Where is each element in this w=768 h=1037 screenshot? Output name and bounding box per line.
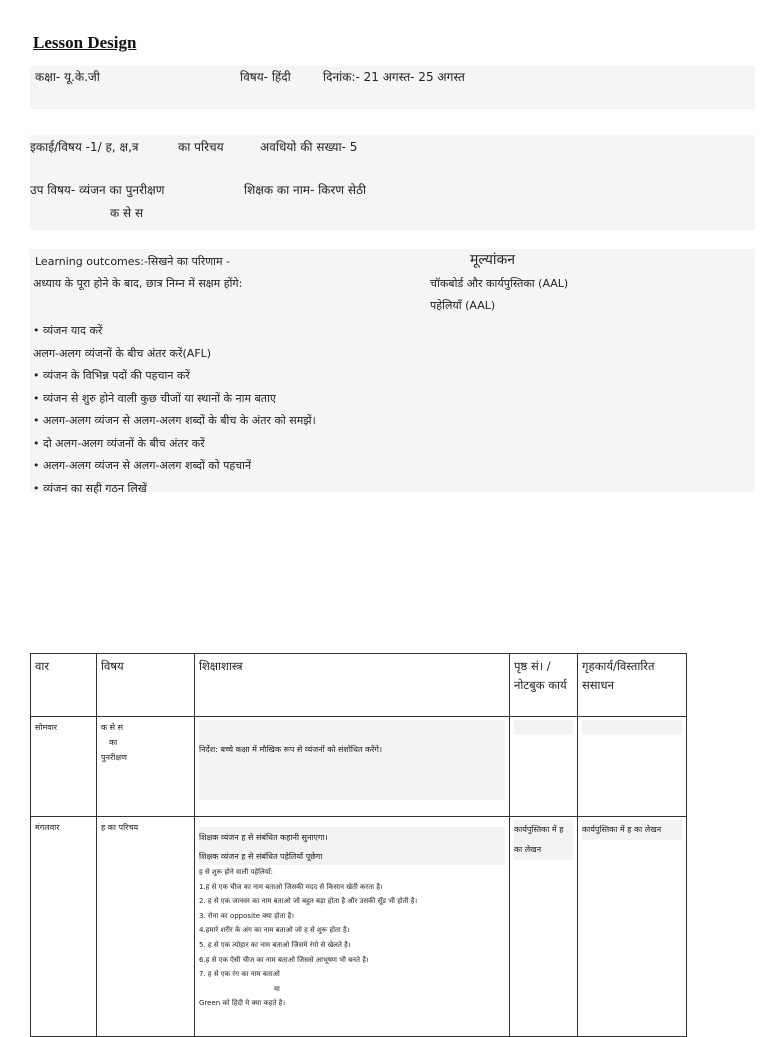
subject-text: का (109, 738, 118, 747)
list-item: • व्यंजन से शुरु होने वाली कुछ चीजों या स्थानों के नाम बताए (33, 391, 277, 405)
day-cell (31, 717, 97, 817)
subject-cell (97, 717, 195, 817)
table-row (31, 817, 687, 1037)
riddle-item: 4.हमारे शरीर के अंग का नाम बताओ जो ह से शुरू होता है। (199, 926, 350, 935)
header-homework: गृहकार्य/विस्तारित ससाधन (578, 654, 687, 717)
pedagogy-text: निर्देश: बच्चे कक्षा में मौखिक रूप से व्यंजनों को संशोधित करेंगे। (199, 745, 382, 754)
riddle-item: 6.ह से एक ऐसी चीज का नाम बताओ जिससे आभूषण भी बनते है। (199, 955, 369, 964)
riddle-item: 3. रोना का opposite क्या होता है। (199, 911, 295, 920)
subtopic-text: उप विषय- व्यंजन का पुनरीक्षण (30, 183, 165, 197)
day-text: सोमवार (35, 723, 58, 732)
list-item: • अलग-अलग व्यंजन से अलग-अलग शब्दों के बीच के अंतर को समझें। (33, 414, 316, 427)
pedagogy-cell (195, 817, 510, 1037)
header-day: वार (31, 654, 97, 717)
riddle-item: 1.ह से एक चीज का नाम बताओ जिसकी मदद से किसान खेती करता है। (199, 882, 383, 891)
periods-text: अवधियो की सख्या- 5 (260, 140, 358, 154)
subject-label: विषय- हिंदी (240, 70, 291, 84)
homework-block (582, 720, 682, 734)
page-block (514, 720, 573, 734)
table-row (31, 717, 687, 817)
pedagogy-text: शिक्षक व्यंजन ह से संबंधित कहानी सुनाएगा। (199, 827, 505, 849)
page-cell (510, 717, 578, 817)
assessment-item: पहेलियाँ (AAL) (430, 299, 496, 312)
riddle-item: 7. ह से एक रंग का नाम बताओ (199, 970, 280, 979)
assessment-item: चॉकबोर्ड और कार्यपुस्तिका (AAL) (430, 277, 569, 290)
unit-text: इकाई/विषय -1/ ह, क्ष,त्र (30, 140, 139, 154)
subject-cell (97, 817, 195, 1037)
pedagogy-block (199, 720, 505, 800)
outcomes-intro: अध्याय के पूरा होने के बाद, छात्र निम्न में सक्षम होंगे: (33, 277, 243, 290)
list-item: • व्यंजन के विभिन्न पदों की पहचान करें (33, 369, 190, 382)
riddles-heading: ह से शुरू होने वाली पहेलियाँ: (199, 868, 273, 876)
header-subject: विषय (97, 654, 195, 717)
list-item: • व्यंजन याद करें (33, 324, 103, 337)
day-text: मंगलवार (35, 823, 60, 832)
subject-text: पुनरीक्षण (101, 753, 127, 762)
homework-text: कार्यपुस्तिका में ह का लेखन (582, 820, 682, 840)
subtopic-sub: क से स (110, 206, 144, 220)
assessment-heading: मूल्यांकन (470, 252, 516, 268)
list-item: • दो अलग-अलग व्यंजनों के बीच अंतर करें (33, 436, 205, 450)
date-label: दिनांक:- 21 अगस्त- 25 अगस्त (323, 70, 465, 84)
homework-cell (578, 717, 687, 817)
pedagogy-text: शिक्षक व्यंजन ह से संबंधित पहेलियाँ पूछेगा (199, 849, 505, 865)
teacher-name: शिक्षक का नाम- किरण सेठी (244, 183, 367, 197)
list-item: अलग-अलग व्यंजनों के बीच अंतर करें(AFL) (33, 346, 212, 360)
day-cell (31, 817, 97, 1037)
page-cell (510, 817, 578, 1037)
intro-text: का परिचय (178, 140, 224, 154)
riddle-or: या (274, 984, 280, 993)
pedagogy-cell (195, 717, 510, 817)
riddle-item: 5. ह से एक त्योहार का नाम बताओ जिसमे रंगो से खेलते है। (199, 940, 351, 949)
class-label: कक्षा- यू.के.जी (35, 70, 100, 84)
subject-text: ह का परिचय (101, 823, 139, 832)
riddle-item: Green को हिंदी मे क्या कहते है। (199, 999, 286, 1008)
table-header-row (31, 654, 687, 717)
header-pedagogy: शिक्षाशास्त्र (195, 654, 510, 717)
homework-cell (578, 817, 687, 1037)
outcomes-heading: Learning outcomes:-सिखने का परिणाम - (35, 255, 231, 268)
outcomes-list (33, 320, 755, 500)
list-item: • व्यंजन का सही गठन लिखें (33, 481, 147, 495)
page-title: Lesson Design (33, 33, 137, 52)
header-page: पृष्ठ सं। / नोटबुक कार्य (510, 654, 578, 717)
page-text: कार्यपुस्तिका में ह का लेखन (514, 820, 573, 860)
lesson-plan-table (30, 653, 687, 1037)
subject-text: क से स (101, 723, 124, 732)
riddle-item: 2. ह से एक जानवर का नाम बताओ जो बहुत बड़ा होता है और उसकी सूँड भी होती है। (199, 897, 418, 906)
list-item: • अलग-अलग व्यंजन से अलग-अलग शब्दों को पहचानें (33, 459, 252, 472)
